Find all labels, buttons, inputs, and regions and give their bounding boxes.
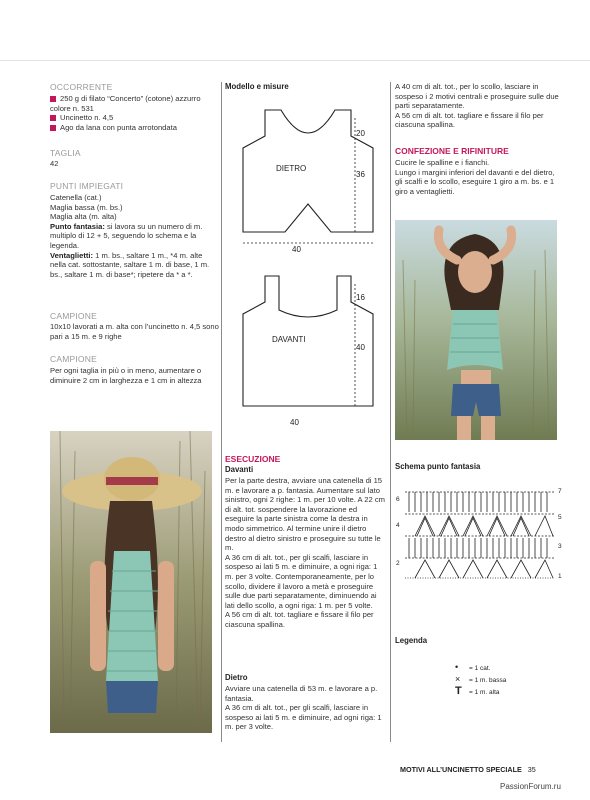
taglia-heading: TAGLIA: [50, 148, 81, 158]
chain-stitch-icon: •: [455, 662, 459, 672]
paragraph: A 36 cm di alt. tot., per gli scalfi, lasciare in sospeso ai lati 5 m. e diminuire, a ogni riga: 1 m. per 3 volte. Contemporaneamente, per lo scollo, dividere il lavoro a metà e proseguire sulle due parti separatamente, diminuendo ai lati dello scollo, a ogni riga: 1 m. per 5 volte.: [225, 552, 378, 610]
schema-heading: Schema punto fantasia: [395, 462, 481, 471]
bullet-icon: [50, 115, 56, 121]
list-item: Uncinetto n. 4,5: [50, 113, 220, 123]
paragraph: A 36 cm di alt. tot., per gli scalfi, lasciare in sospeso ai lati 5 m. e diminuire, ad ogni riga: 1 m. per 3 volte.: [225, 703, 382, 732]
davanti-height-measure: 40: [356, 343, 365, 352]
magazine-title: MOTIVI ALL’UNCINETTO SPECIALE: [400, 765, 522, 774]
column-divider: [221, 82, 222, 742]
punti-heading: PUNTI IMPIEGATI: [50, 181, 124, 191]
campione-text: 10x10 lavorati a m. alta con l’uncinetto n. 4,5 sono pari a 15 m. e 9 righe: [50, 322, 219, 341]
dietro-width-measure: 40: [292, 245, 301, 254]
legenda-item: [455, 686, 506, 698]
page-number: 35: [527, 765, 536, 774]
dietro-title: Dietro: [225, 673, 248, 682]
confezione-text: [395, 158, 560, 196]
dietro-top-measure: 20: [356, 129, 365, 138]
stitch-schema-diagram: [395, 478, 565, 588]
photo-illustration: [50, 431, 212, 733]
row-number-right: 3: [558, 543, 562, 550]
top-margin: [0, 0, 590, 61]
dietro-diagram: [225, 100, 390, 260]
bullet-icon: [50, 96, 56, 102]
davanti-width-measure: 40: [290, 418, 299, 427]
paragraph: A 40 cm di alt. tot., per lo scollo, lasciare in sospeso i 2 motivi centrali e proseguire sulle due parti separatamente.: [395, 82, 559, 111]
davanti-title: Davanti: [225, 465, 254, 474]
legenda-item: [455, 662, 506, 674]
legenda-text: = 1 m. bassa: [469, 677, 507, 684]
model-photo-front: [395, 220, 557, 440]
davanti-diagram: [225, 266, 390, 421]
davanti-top-measure: 16: [356, 293, 365, 302]
list-item: 250 g di filato “Concerto” (cotone) azzurro colore n. 531: [50, 94, 201, 113]
row-number-right: 7: [558, 488, 562, 495]
row-number-left: 2: [396, 560, 400, 567]
punti-text: [50, 193, 220, 279]
esecuzione-heading: ESECUZIONE: [225, 454, 281, 464]
photo-illustration: [395, 220, 557, 440]
paragraph: A 56 cm di alt. tot. tagliare e fissare il filo per ciascuna spallina.: [225, 610, 374, 629]
bullet-icon: [50, 125, 56, 131]
list-item: Ago da lana con punta arrotondata: [50, 123, 220, 133]
legenda-heading: Legenda: [395, 636, 428, 645]
campione2-heading: CAMPIONE: [50, 354, 97, 364]
column-divider: [390, 82, 391, 742]
paragraph: Cucire le spalline e i fianchi.: [395, 158, 490, 167]
confezione-heading: CONFEZIONE E RIFINITURE: [395, 146, 509, 156]
row-number-right: 1: [558, 573, 562, 580]
single-crochet-icon: ×: [455, 674, 461, 684]
watermark: PassionForum.ru: [500, 782, 561, 791]
punto-line: Maglia bassa (m. bs.): [50, 202, 123, 212]
campione2-text: Per ogni taglia in più o in meno, aumentare o diminuire 2 cm in larghezza e 1 cm in altezza: [50, 366, 202, 385]
double-crochet-icon: T: [455, 685, 462, 697]
punto-line: Catenella (cat.): [50, 193, 102, 202]
punto-line: Maglia alta (m. alta): [50, 212, 117, 222]
davanti-instructions: [225, 476, 385, 630]
paragraph: Avviare una catenella di 53 m. e lavorare a p. fantasia.: [225, 684, 378, 703]
davanti-label: DAVANTI: [272, 335, 306, 344]
row-number-left: 6: [396, 496, 400, 503]
dietro-instructions: [225, 684, 385, 732]
occorrente-list: [50, 94, 220, 132]
model-photo-back: [50, 431, 212, 733]
dietro-height-measure: 36: [356, 170, 365, 179]
modello-heading: Modello e misure: [225, 82, 289, 91]
legenda-item: [455, 674, 506, 686]
punto-fantasia: Punto fantasia: si lavora su un numero di m. multiplo di 12 + 5, seguendo lo schema e la legenda.: [50, 221, 203, 250]
dietro-label: DIETRO: [276, 164, 307, 173]
paragraph: A 56 cm di alt. tot. tagliare e fissare il filo per ciascuna spallina.: [395, 110, 544, 130]
taglia-value: 42: [50, 159, 59, 168]
punto-ventaglietti: Ventaglietti: 1 m. bs., saltare 1 m., *4 m. alte nella cat. sottostante, saltare 1 m. di base, 1 m. bs., saltare 1 m. di base*; ripetere da * a *.: [50, 250, 210, 279]
occorrente-heading: OCCORRENTE: [50, 82, 113, 92]
footer-title: [400, 765, 536, 774]
col3-continuation: [395, 82, 560, 130]
legenda-text: = 1 cat.: [469, 665, 491, 672]
row-number-left: 4: [396, 522, 400, 529]
campione-heading: CAMPIONE: [50, 311, 97, 321]
legenda-list: [455, 662, 506, 698]
legenda-text: = 1 m. alta: [469, 689, 500, 696]
paragraph: Lungo i margini inferiori del davanti e del dietro, gli scalfi e lo scollo, eseguire 1 giro a m. bs. e 1 giro a ventaglietti.: [395, 167, 555, 196]
row-number-right: 5: [558, 514, 562, 521]
paragraph: Per la parte destra, avviare una catenella di 15 m. e lavorare a p. fantasia. Aumentare sul lato sinistro, ogni 2 righe: 1 m. per 10 volte. A 22 cm di alt. tot. sospendere la lavorazione ed eseguire la parte sinistra come la destra in modo simmetrico. Al termine unire il dietro destro al dietro sinistro e proseguire su tutte le m.: [225, 476, 385, 553]
